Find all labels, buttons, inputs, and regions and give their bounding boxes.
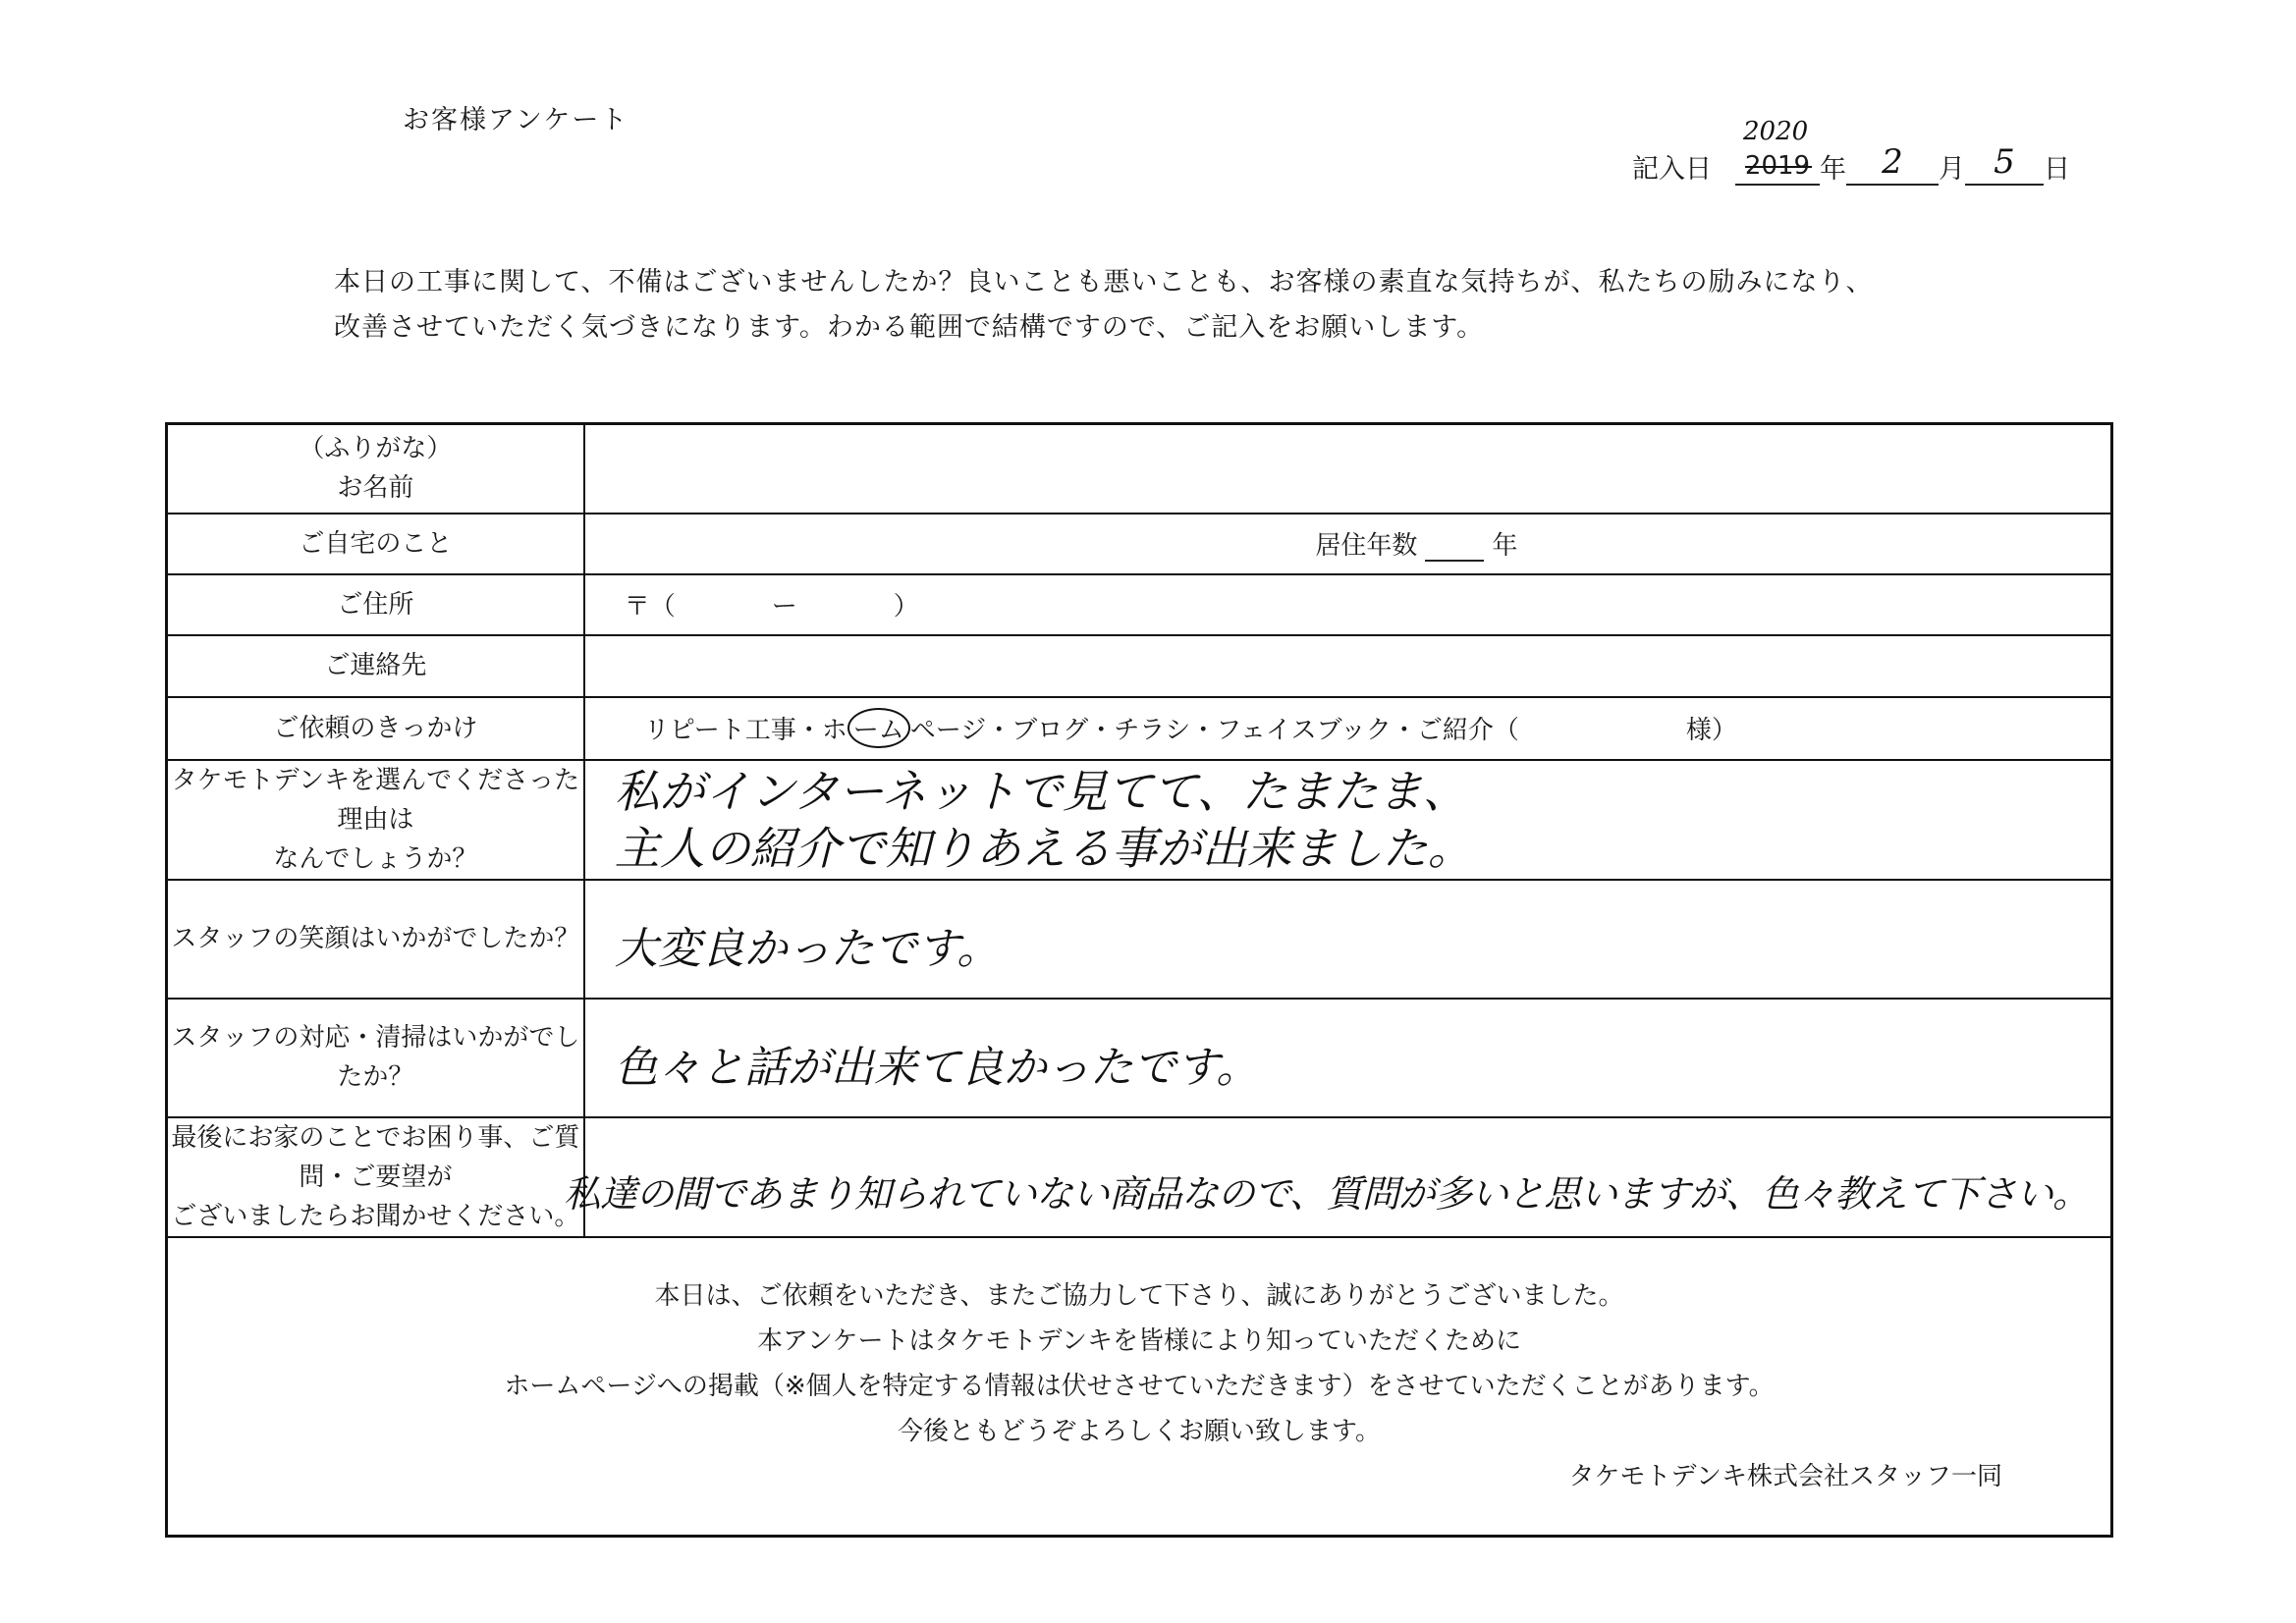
furigana-label: （ふりがな）	[299, 434, 453, 464]
survey-form-table	[165, 422, 2113, 1538]
year-printed-struck: 2019	[1744, 151, 1811, 181]
year-handwritten: 2020	[1743, 117, 1809, 146]
name-label-cell	[167, 424, 584, 514]
row-contact	[167, 635, 2112, 697]
intro-line-2: 改善させていただく気づきになります。わかる範囲で結構ですので、ご記入をお願いします。	[334, 312, 1485, 343]
smile-answer-text: 大変良かったです。	[614, 924, 1001, 974]
day-field[interactable]	[1965, 142, 2044, 186]
year-unit: 年	[1820, 154, 1846, 185]
closing-line-4: 今後ともどうぞよろしくお願い致します。	[898, 1416, 1381, 1446]
month-field[interactable]	[1846, 142, 1939, 186]
closing-line-3: ホームページへの掲載（※個人を特定する情報は伏せさせていただきます）をさせていただくことがあります。	[504, 1371, 1775, 1401]
trigger-options-after: ページ・ブログ・チラシ・フェイスブック・ご紹介（	[909, 716, 1519, 745]
service-answer-text: 色々と話が出来て良かったです。	[614, 1043, 1260, 1093]
request-question	[167, 1117, 584, 1237]
name-label: お名前	[337, 473, 414, 504]
entry-date	[1632, 117, 2070, 186]
reason-question	[167, 760, 584, 880]
row-service	[167, 999, 2112, 1117]
trigger-suffix: 様）	[1685, 716, 1737, 745]
smile-answer[interactable]	[584, 880, 2112, 999]
address-label: ご住所	[167, 574, 584, 635]
request-answer[interactable]	[563, 1117, 2112, 1237]
row-home	[167, 514, 2112, 574]
contact-field[interactable]	[584, 635, 2112, 697]
reason-question-line-2: なんでしょうか？	[273, 843, 478, 874]
row-smile	[167, 880, 2112, 999]
day-unit: 日	[2044, 154, 2070, 185]
trigger-circled-choice: ーム	[847, 708, 910, 748]
day-handwritten: 5	[1994, 142, 2015, 182]
year-field[interactable]	[1735, 117, 1820, 186]
closing-line-1: 本日は、ご依頼をいただき、またご協力して下さり、誠にありがとうございました。	[654, 1280, 1624, 1311]
row-closing	[167, 1237, 2112, 1537]
name-field[interactable]	[584, 424, 2112, 514]
closing-line-2: 本アンケートはタケモトデンキを皆様により知っていただくために	[757, 1325, 1521, 1356]
service-question: スタッフの対応・清掃はいかがでしたか？	[167, 999, 584, 1117]
request-question-line-1: 最後にお家のことでお困り事、ご質問・ご要望が	[171, 1122, 580, 1192]
postal-mark: 〒（	[624, 592, 676, 622]
row-reason	[167, 760, 2112, 880]
row-name	[167, 424, 2112, 514]
trigger-label: ご依頼のきっかけ	[167, 697, 584, 760]
service-answer[interactable]	[584, 999, 2112, 1117]
smile-question: スタッフの笑顔はいかがでしたか？	[167, 880, 584, 999]
request-answer-text: 私達の間であまり知られていない商品なので、質問が多いと思いますが、色々教えて下さい。	[563, 1172, 2089, 1216]
years-label: 居住年数	[1315, 531, 1418, 561]
home-field[interactable]	[584, 514, 2112, 574]
month-handwritten: 2	[1882, 142, 1903, 182]
postal-dash: ー	[771, 592, 797, 622]
row-request	[167, 1117, 2112, 1237]
reason-answer[interactable]	[584, 760, 2112, 880]
trigger-field[interactable]	[584, 697, 2112, 760]
reason-answer-line-2: 主人の紹介で知りあえる事が出来ました。	[614, 821, 1473, 875]
month-unit: 月	[1939, 154, 1965, 185]
intro-line-1: 本日の工事に関して、不備はございませんしたか？良いことも悪いことも、お客様の素直な気持ちが、私たちの励みになり、	[334, 267, 1874, 298]
row-trigger	[167, 697, 2112, 760]
home-label: ご自宅のこと	[167, 514, 584, 574]
trigger-options-before: リピート工事・ホ	[643, 716, 847, 745]
postal-close: ）	[893, 592, 919, 622]
contact-label: ご連絡先	[167, 635, 584, 697]
years-blank[interactable]	[1425, 530, 1484, 562]
closing-message	[167, 1237, 2112, 1537]
entry-date-label: 記入日	[1632, 154, 1712, 185]
reason-question-line-1: タケモトデンキを選んでくださった理由は	[171, 765, 580, 835]
years-unit: 年	[1492, 531, 1518, 561]
signature: タケモトデンキ株式会社スタッフ一同	[1568, 1461, 2002, 1491]
row-address	[167, 574, 2112, 635]
reason-answer-line-1: 私がインターネットで見てて、たまたま、	[614, 764, 1468, 818]
request-question-line-2: ございましたらお聞かせください。	[171, 1201, 580, 1231]
intro-text	[334, 260, 1873, 351]
address-field[interactable]	[584, 574, 2112, 635]
document-title: お客様アンケート	[403, 105, 629, 135]
